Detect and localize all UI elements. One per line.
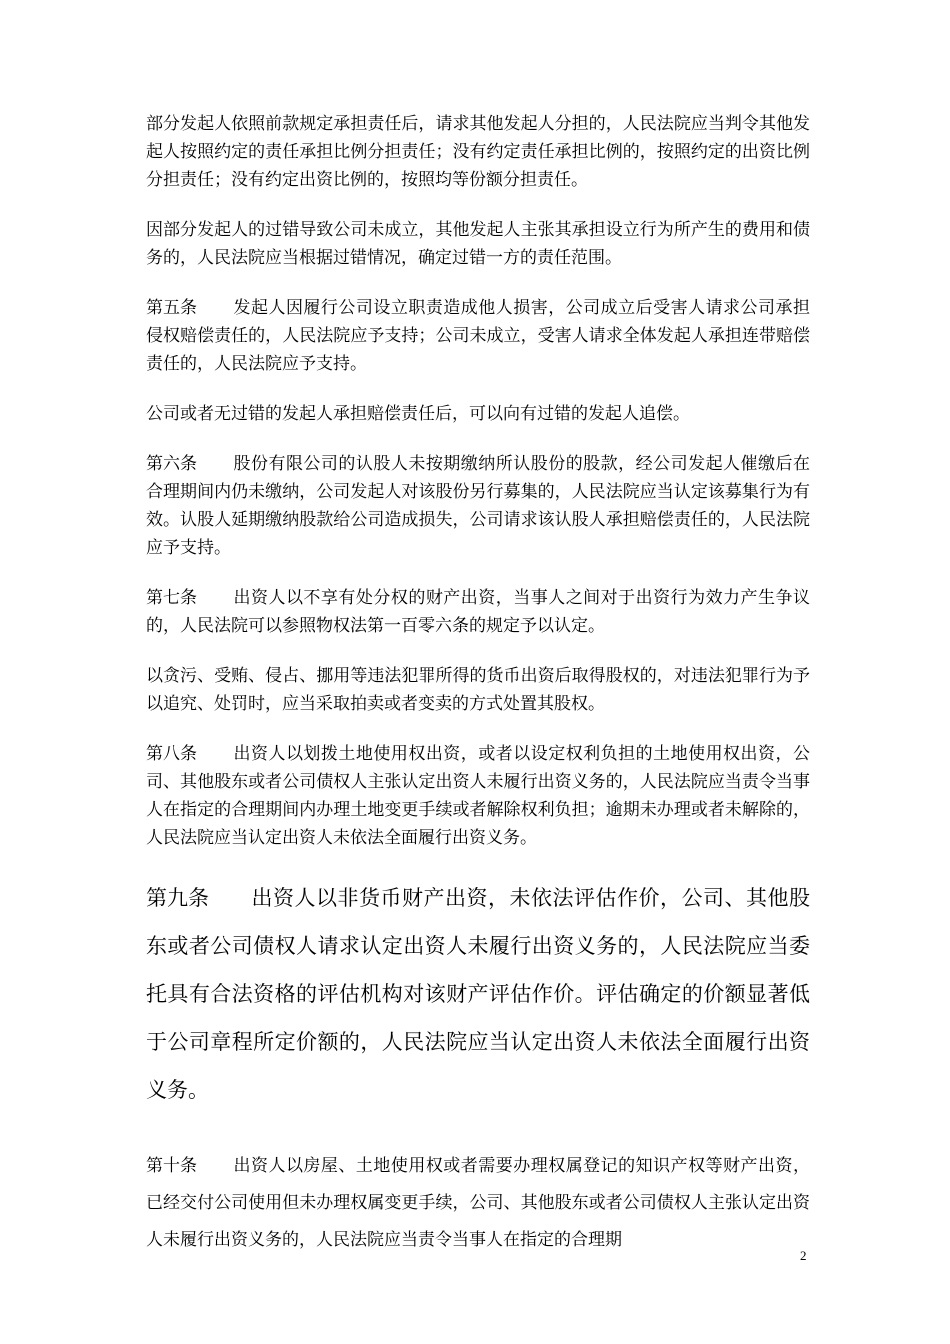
article-number: 第十条 xyxy=(146,1156,197,1176)
paragraph-text: 出资人以房屋、土地使用权或者需要办理权属登记的知识产权等财产出资，已经交付公司使用但未办理权属变更手续，公司、其他股东或者公司债权人主张认定出资人未履行出资义务的，人民法院应当责令当事人在指定的合理期 xyxy=(146,1156,810,1250)
article-number: 第六条 xyxy=(146,454,197,474)
article-paragraph xyxy=(146,584,810,640)
article-paragraph xyxy=(146,874,810,1114)
page-number: 2 xyxy=(800,1248,807,1263)
article-paragraph xyxy=(146,1148,810,1259)
paragraph xyxy=(146,216,810,272)
paragraph-text: 出资人以非货币财产出资，未依法评估作价，公司、其他股东或者公司债权人请求认定出资人未履行出资义务的，人民法院应当委托具有合法资格的评估机构对该财产评估作价。评估确定的价额显著低于公司章程所定价额的，人民法院应当认定出资人未依法全面履行出资义务。 xyxy=(146,886,810,1102)
article-number: 第七条 xyxy=(146,588,197,608)
paragraph xyxy=(146,662,810,718)
paragraph-text: 股份有限公司的认股人未按期缴纳所认股份的股款，经公司发起人催缴后在合理期间内仍未缴纳，公司发起人对该股份另行募集的，人民法院应当认定该募集行为有效。认股人延期缴纳股款给公司造成损失，公司请求该认股人承担赔偿责任的，人民法院应予支持。 xyxy=(146,454,810,558)
article-number: 第五条 xyxy=(146,298,197,318)
article-number: 第九条 xyxy=(146,886,209,910)
paragraph-text: 出资人以划拨土地使用权出资，或者以设定权利负担的土地使用权出资，公司、其他股东或者公司债权人主张认定出资人未履行出资义务的，人民法院应当责令当事人在指定的合理期间内办理土地变更手续或者解除权利负担；逾期未办理或者未解除的，人民法院应当认定出资人未依法全面履行出资义务。 xyxy=(146,744,810,848)
article-number: 第八条 xyxy=(146,744,197,764)
paragraph-text: 以贪污、受贿、侵占、挪用等违法犯罪所得的货币出资后取得股权的，对违法犯罪行为予以追究、处罚时，应当采取拍卖或者变卖的方式处置其股权。 xyxy=(146,666,810,714)
paragraph-text: 发起人因履行公司设立职责造成他人损害，公司成立后受害人请求公司承担侵权赔偿责任的，人民法院应予支持；公司未成立，受害人请求全体发起人承担连带赔偿责任的，人民法院应予支持。 xyxy=(146,298,810,374)
article-paragraph xyxy=(146,294,810,378)
document-body xyxy=(146,110,810,1259)
paragraph xyxy=(146,400,810,428)
paragraph-text: 因部分发起人的过错导致公司未成立，其他发起人主张其承担设立行为所产生的费用和债务的，人民法院应当根据过错情况，确定过错一方的责任范围。 xyxy=(146,220,810,268)
paragraph-text: 部分发起人依照前款规定承担责任后，请求其他发起人分担的，人民法院应当判令其他发起人按照约定的责任承担比例分担责任；没有约定责任承担比例的，按照约定的出资比例分担责任；没有约定出资比例的，按照均等份额分担责任。 xyxy=(146,114,810,190)
paragraph xyxy=(146,110,810,194)
paragraph-text: 公司或者无过错的发起人承担赔偿责任后，可以向有过错的发起人追偿。 xyxy=(146,404,690,424)
article-paragraph xyxy=(146,740,810,852)
article-paragraph xyxy=(146,450,810,562)
paragraph-text: 出资人以不享有处分权的财产出资，当事人之间对于出资行为效力产生争议的，人民法院可以参照物权法第一百零六条的规定予以认定。 xyxy=(146,588,810,636)
